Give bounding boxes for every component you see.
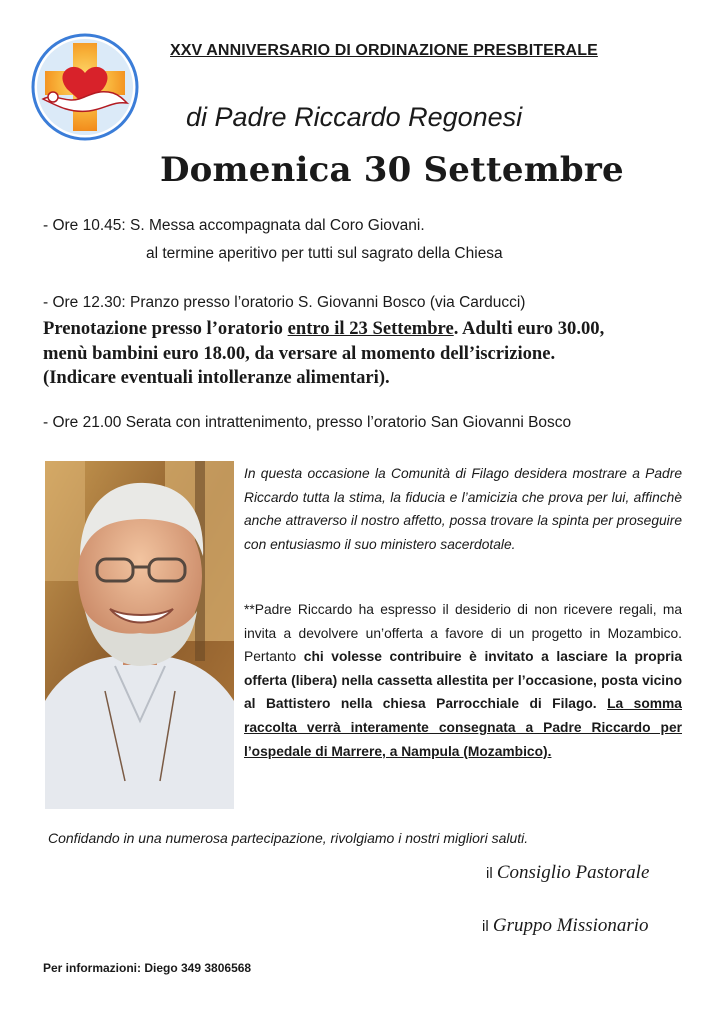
- signature-pastoral-council: [486, 862, 649, 884]
- donation-destination: La somma raccolta verrà interamente consegnata a Padre Riccardo per l’ospedale di Marrere, a Nampula (Mozambico).: [244, 696, 682, 759]
- closing-greeting: Confidando in una numerosa partecipazione, rivolgiamo i nostri migliori saluti.: [48, 830, 529, 846]
- event-date-title: Domenica 30 Settembre: [160, 150, 624, 190]
- signature-missionary-group: [482, 915, 649, 937]
- donation-instructions: chi volesse contribuire è invitato a lasciare la propria offerta (libera) nella cassetta allestita per l’occasione, posta vicino al Battistero nella chiesa Parrocchiale di Filago.: [244, 649, 682, 712]
- signature-name: Consiglio Pastorale: [496, 862, 650, 883]
- booking-line-2: menù bambini euro 18.00, da versare al momento dell’iscrizione.: [43, 343, 556, 364]
- signature-name: Gruppo Missionario: [492, 915, 649, 936]
- schedule-line-evening: - Ore 21.00 Serata con intrattenimento, presso l’oratorio San Giovanni Bosco: [43, 414, 572, 431]
- booking-deadline: entro il 23 Settembre: [287, 318, 454, 339]
- schedule-line-mass: - Ore 10.45: S. Messa accompagnata dal Coro Giovani.: [43, 217, 425, 234]
- donation-intro: **Padre Riccardo ha espresso il desiderio di non ricevere regali, ma invita a devolvere un’offerta a favore di un progetto in Mozambico. Pertanto: [244, 602, 682, 665]
- signature-prefix: il: [486, 865, 497, 882]
- booking-line-1: [43, 318, 604, 340]
- header-title: XXV ANNIVERSARIO DI ORDINAZIONE PRESBITERALE: [170, 42, 598, 59]
- paragraph-donation: [244, 598, 682, 763]
- booking-text-a: Prenotazione presso l’oratorio: [43, 318, 288, 339]
- priest-portrait-image: [45, 461, 234, 809]
- signature-prefix: il: [482, 918, 493, 935]
- booking-line-3: (Indicare eventuali intolleranze alimentari).: [43, 367, 390, 388]
- parish-logo-icon: [31, 33, 139, 141]
- schedule-line-aperitif: al termine aperitivo per tutti sul sagrato della Chiesa: [146, 245, 503, 262]
- paragraph-community: In questa occasione la Comunità di Filago desidera mostrare a Padre Riccardo tutta la stima, la fiducia e l’amicizia che prova per lui, affinchè anche attraverso il nostro affetto, possa trovare la spinta per proseguire con entusiasmo il suo ministero sacerdotale.: [244, 466, 682, 552]
- schedule-line-lunch: - Ore 12.30: Pranzo presso l’oratorio S. Giovanni Bosco (via Carducci): [43, 294, 526, 311]
- subtitle: di Padre Riccardo Regonesi: [186, 102, 523, 132]
- contact-info: Per informazioni: Diego 349 3806568: [43, 961, 252, 975]
- booking-text-c: . Adulti euro 30.00,: [453, 318, 605, 339]
